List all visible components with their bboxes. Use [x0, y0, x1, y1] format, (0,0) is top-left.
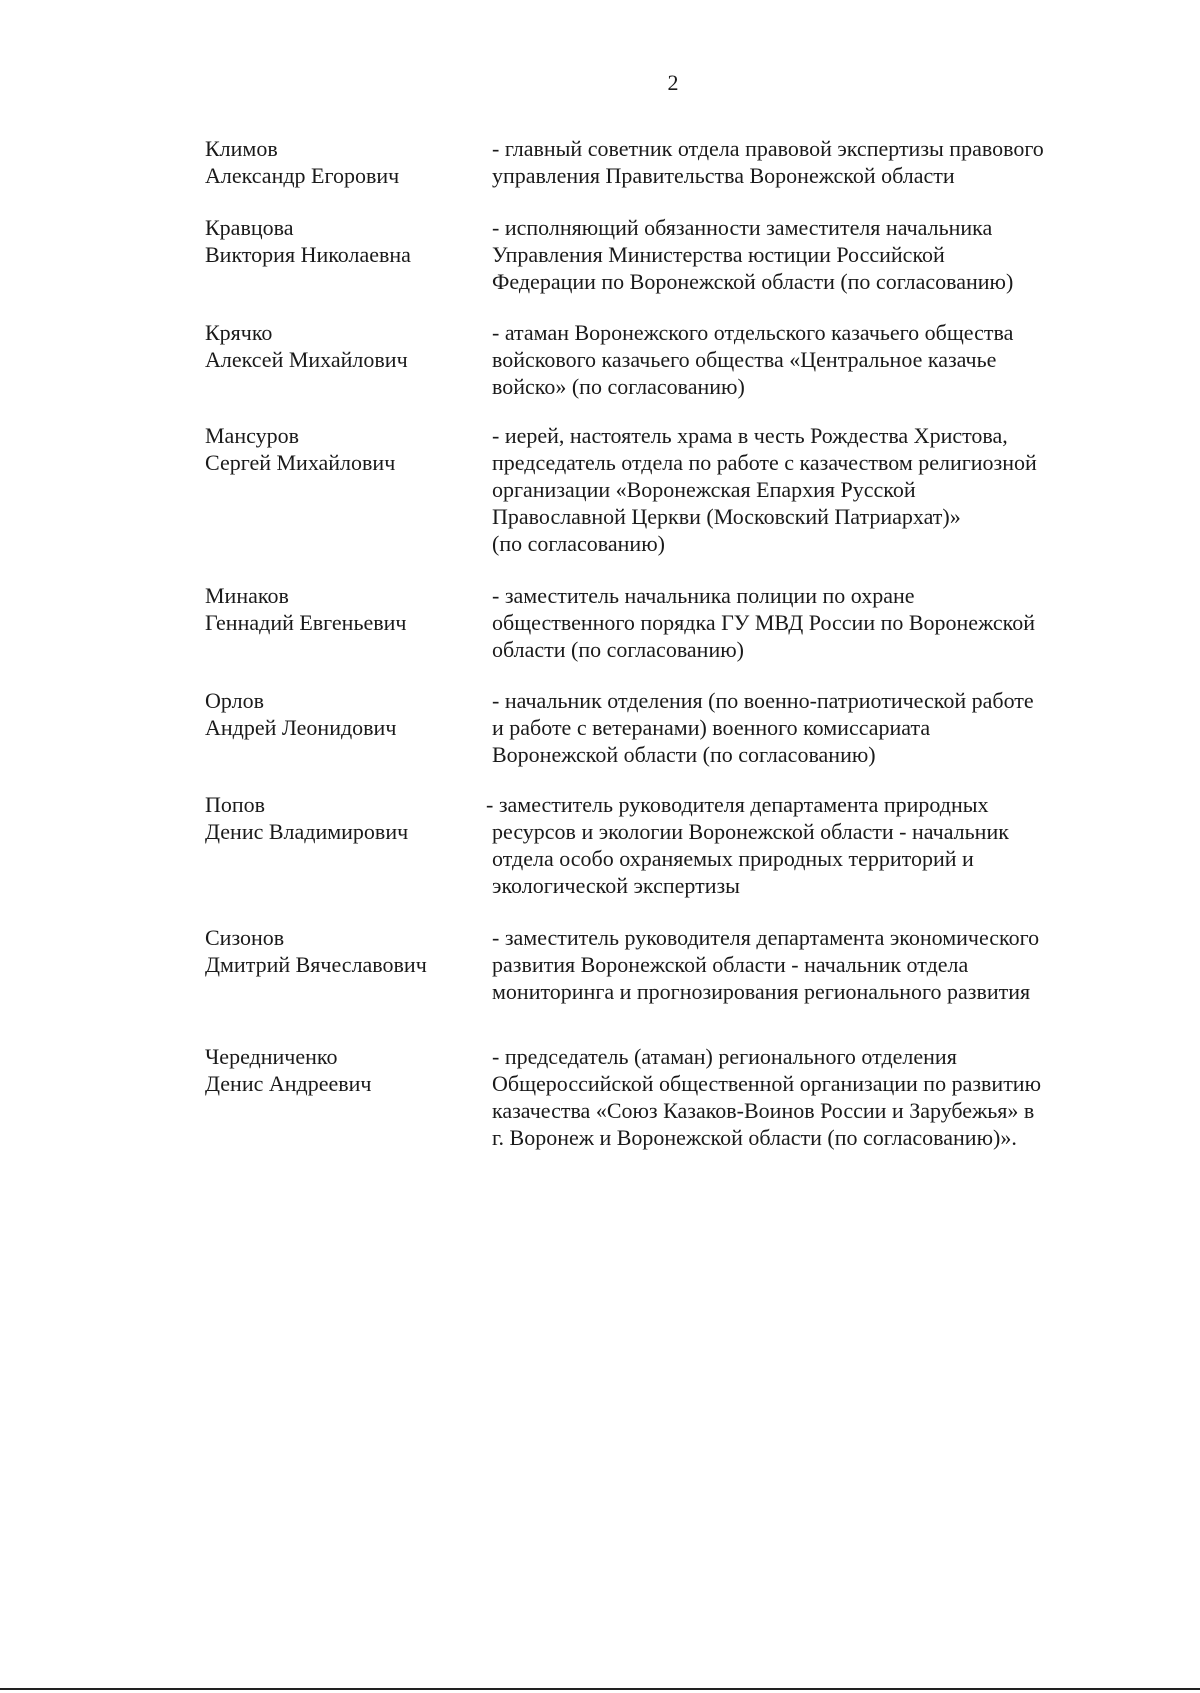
member-position [492, 135, 1132, 189]
member-name [205, 1043, 475, 1097]
member-surname: Мансуров [205, 423, 299, 448]
position-line: развития Воронежской области - начальник отдела [492, 952, 969, 977]
member-name [205, 687, 475, 741]
position-line: Воронежской области (по согласованию) [492, 742, 876, 767]
member-surname: Чередниченко [205, 1044, 338, 1069]
position-line: управления Правительства Воронежской области [492, 163, 955, 188]
position-line: г. Воронеж и Воронежской области (по согласованию)». [492, 1125, 1017, 1150]
member-given-name: Геннадий Евгеньевич [205, 610, 407, 635]
member-position [492, 422, 1132, 557]
position-line: Общероссийской общественной организации по развитию [492, 1071, 1042, 1096]
position-line: - заместитель начальника полиции по охране [492, 583, 915, 608]
member-name [205, 319, 475, 373]
member-given-name: Виктория Николаевна [205, 242, 411, 267]
position-line: Управления Министерства юстиции Российской [492, 242, 945, 267]
member-given-name: Дмитрий Вячеславович [205, 952, 427, 977]
member-surname: Минаков [205, 583, 289, 608]
position-line: - иерей, настоятель храма в честь Рождества Христова, [492, 423, 1008, 448]
position-line: общественного порядка ГУ МВД России по Воронежской [492, 610, 1035, 635]
member-given-name: Денис Андреевич [205, 1071, 372, 1096]
position-line: - начальник отделения (по военно-патриотической работе [492, 688, 1034, 713]
position-line: области (по согласованию) [492, 637, 744, 662]
member-position [492, 1043, 1132, 1151]
member-surname: Климов [205, 136, 278, 161]
member-position [486, 791, 1126, 899]
position-line: и работе с ветеранами) военного комиссариата [492, 715, 931, 740]
member-position [492, 924, 1132, 1005]
member-given-name: Сергей Михайлович [205, 450, 396, 475]
member-surname: Кравцова [205, 215, 294, 240]
member-position [492, 582, 1132, 663]
member-name [205, 791, 475, 845]
member-given-name: Алексей Михайлович [205, 347, 408, 372]
position-line: экологической экспертизы [492, 873, 740, 898]
member-name [205, 924, 475, 978]
position-line: ресурсов и экологии Воронежской области - начальник [492, 819, 1009, 844]
position-line: - председатель (атаман) регионального отделения [492, 1044, 957, 1069]
member-surname: Крячко [205, 320, 273, 345]
position-line: - атаман Воронежского отдельского казачьего общества [492, 320, 1014, 345]
position-line: (по согласованию) [492, 531, 665, 556]
member-position [492, 319, 1132, 400]
position-line: мониторинга и прогнозирования регионального развития [492, 979, 1031, 1004]
position-line: войскового казачьего общества «Центральное казачье [492, 347, 997, 372]
position-line: - заместитель руководителя департамента экономического [492, 925, 1040, 950]
position-line: отдела особо охраняемых природных территорий и [492, 846, 974, 871]
member-given-name: Александр Егорович [205, 163, 400, 188]
member-position [492, 687, 1132, 768]
member-given-name: Денис Владимирович [205, 819, 409, 844]
position-line: войско» (по согласованию) [492, 374, 745, 399]
page-number: 2 [667, 70, 679, 95]
member-given-name: Андрей Леонидович [205, 715, 397, 740]
position-line: - главный советник отдела правовой экспертизы правового [492, 136, 1044, 161]
position-line: - исполняющий обязанности заместителя начальника [492, 215, 993, 240]
member-name [205, 135, 475, 189]
member-surname: Сизонов [205, 925, 285, 950]
member-surname: Орлов [205, 688, 264, 713]
page-bottom-rule [0, 1688, 1200, 1690]
position-line: казачества «Союз Казаков-Воинов России и Зарубежья» в [492, 1098, 1035, 1123]
position-line: председатель отдела по работе с казачеством религиозной [492, 450, 1037, 475]
position-line: Федерации по Воронежской области (по согласованию) [492, 269, 1014, 294]
position-line: организации «Воронежская Епархия Русской [492, 477, 916, 502]
member-name [205, 422, 475, 476]
position-line: - заместитель руководителя департамента природных [486, 792, 989, 817]
member-surname: Попов [205, 792, 266, 817]
member-position [492, 214, 1132, 295]
member-name [205, 582, 475, 636]
position-line: Православной Церкви (Московский Патриархат)» [492, 504, 961, 529]
member-name [205, 214, 475, 268]
